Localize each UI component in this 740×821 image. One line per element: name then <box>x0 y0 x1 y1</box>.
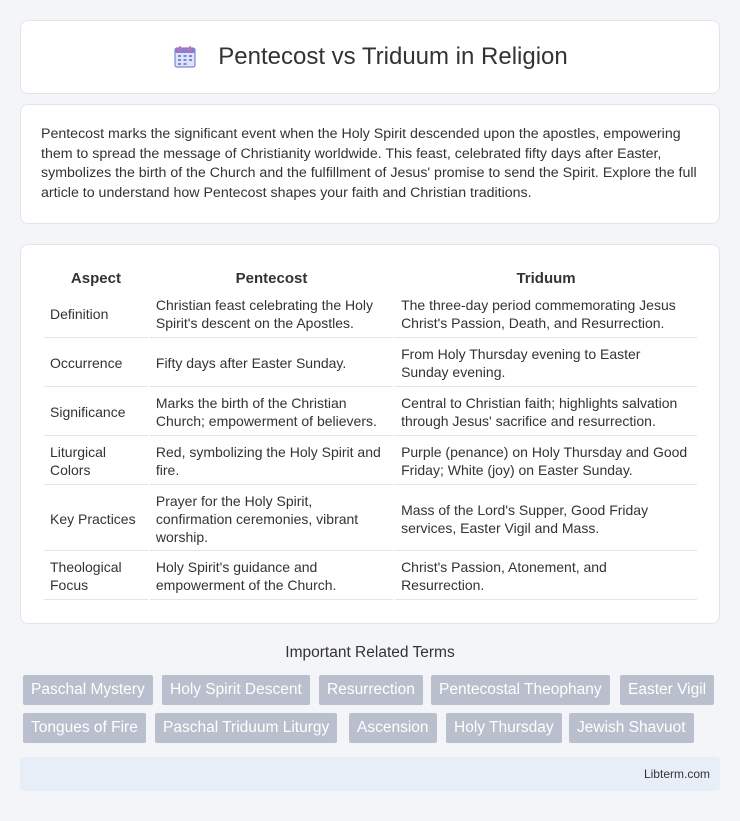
header-aspect: Aspect <box>70 269 121 287</box>
aspect-cell: Occurrence <box>44 340 148 387</box>
pentecost-cell: Red, symbolizing the Holy Spirit and fire. <box>150 438 393 485</box>
pentecost-cell: Prayer for the Holy Spirit, confirmation ceremonies, vibrant worship. <box>150 487 393 551</box>
aspect-cell: Liturgical Colors <box>44 438 148 485</box>
page-title: Pentecost vs Triduum in Religion <box>218 43 568 70</box>
triduum-cell: From Holy Thursday evening to Easter Sunday evening. <box>395 340 697 387</box>
pentecost-cell: Marks the birth of the Christian Church; empowerment of believers. <box>150 389 393 436</box>
tag-tongues-of-fire[interactable]: Tongues of Fire <box>23 713 146 743</box>
tag-holy-spirit-descent[interactable]: Holy Spirit Descent <box>162 675 310 705</box>
triduum-cell: Purple (penance) on Holy Thursday and Good Friday; White (joy) on Easter Sunday. <box>395 438 697 485</box>
tag-paschal-mystery[interactable]: Paschal Mystery <box>23 675 153 705</box>
triduum-cell: Mass of the Lord's Supper, Good Friday services, Easter Vigil and Mass. <box>395 487 697 551</box>
intro-card <box>20 104 720 224</box>
aspect-cell: Definition <box>44 291 148 338</box>
aspect-cell: Significance <box>44 389 148 436</box>
tag-easter-vigil[interactable]: Easter Vigil <box>620 675 714 705</box>
table-row <box>44 389 697 436</box>
aspect-cell: Key Practices <box>44 487 148 551</box>
tag-holy-thursday[interactable]: Holy Thursday <box>446 713 562 743</box>
footer-site-link[interactable]: Libterm.com <box>643 767 710 781</box>
table-row <box>44 340 697 387</box>
table-row <box>44 487 697 551</box>
tag-paschal-triduum-liturgy[interactable]: Paschal Triduum Liturgy <box>155 713 337 743</box>
comparison-card <box>20 244 720 624</box>
tag-jewish-shavuot[interactable]: Jewish Shavuot <box>569 713 694 743</box>
table-row <box>44 438 697 485</box>
footer <box>20 757 720 791</box>
table-row <box>44 553 697 600</box>
comparison-table <box>42 265 699 602</box>
table-row <box>44 291 697 338</box>
related-terms-title: Important Related Terms <box>285 644 455 661</box>
title-card <box>20 20 720 94</box>
tag-resurrection[interactable]: Resurrection <box>319 675 423 705</box>
table-header-row <box>44 267 697 289</box>
intro-text: Pentecost marks the significant event when the Holy Spirit descended upon the apostles, empowering them to spread the message of Christianity worldwide. This feast, celebrated fifty days after Easter, symbolizes the birth of the Church and the fulfillment of Jesus' promise to send the Spirit. Explore the full article to understand how Pentecost shapes your faith and Christian traditions. <box>41 126 697 201</box>
header-pentecost: Pentecost <box>235 269 308 287</box>
pentecost-cell: Christian feast celebrating the Holy Spirit's descent on the Apostles. <box>150 291 393 338</box>
pentecost-cell: Holy Spirit's guidance and empowerment of the Church. <box>150 553 393 600</box>
aspect-cell: Theological Focus <box>44 553 148 600</box>
triduum-cell: Christ's Passion, Atonement, and Resurrection. <box>395 553 697 600</box>
header-triduum: Triduum <box>516 269 576 287</box>
triduum-cell: Central to Christian faith; highlights salvation through Jesus' sacrifice and resurrection. <box>395 389 697 436</box>
pentecost-cell: Fifty days after Easter Sunday. <box>150 340 393 387</box>
tag-pentecostal-theophany[interactable]: Pentecostal Theophany <box>431 675 610 705</box>
tag-ascension[interactable]: Ascension <box>349 713 437 743</box>
calendar-icon <box>172 44 198 70</box>
triduum-cell: The three-day period commemorating Jesus Christ's Passion, Death, and Resurrection. <box>395 291 697 338</box>
